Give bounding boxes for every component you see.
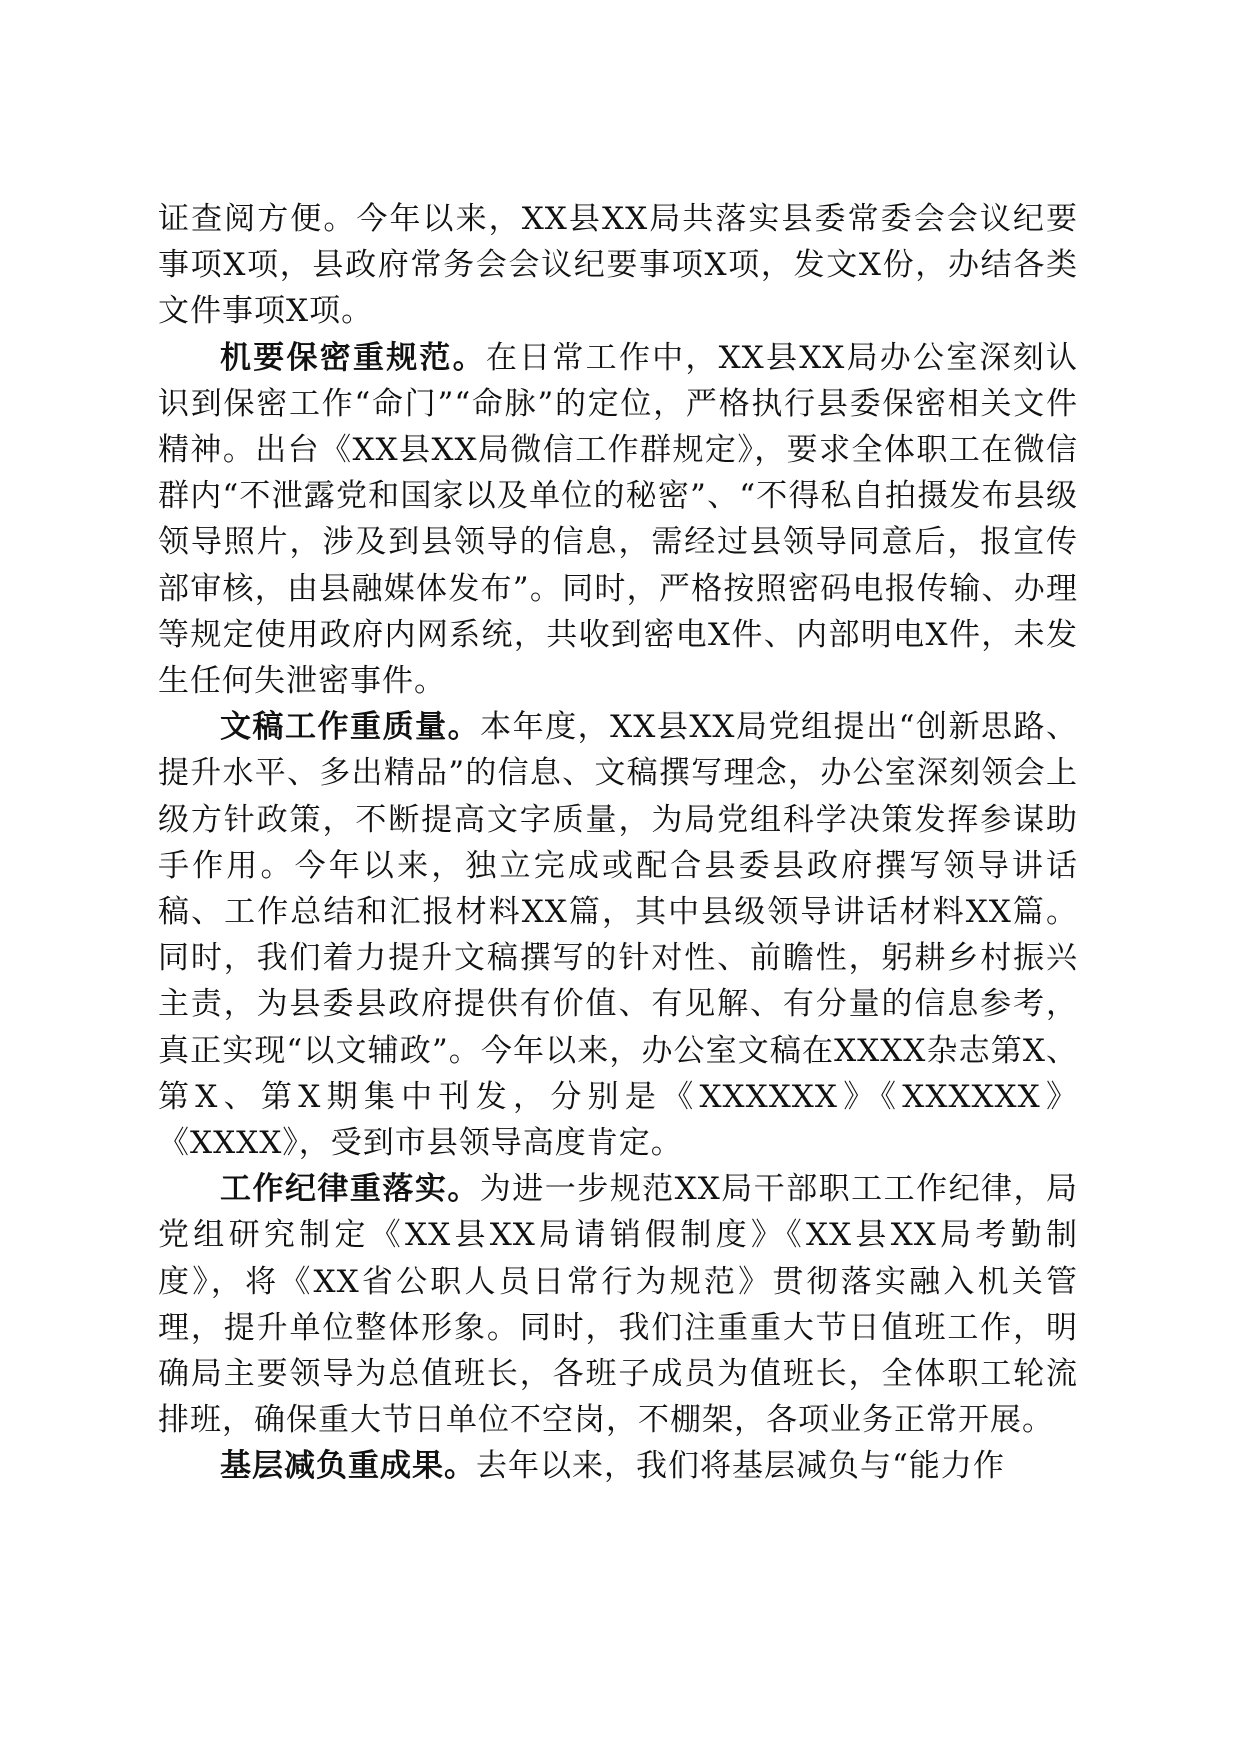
paragraph-heading: 机要保密重规范。 [220, 339, 486, 376]
paragraph-heading: 文稿工作重质量。 [220, 709, 481, 746]
paragraph-intro [158, 196, 1078, 335]
paragraph-heading: 基层减负重成果。 [220, 1448, 476, 1485]
paragraph-text: 为进一步规范XX局干部职工工作纪律，局党组研究制定《XX县XX局请销假制度》《XX县XX局考勤制度》，将《XX省公职人员日常行为规范》贯彻落实融入机关管理，提升单位整体形象。同时，我们注重重大节日值班工作，明确局主要领导为总值班长，各班子成员为值班长，全体职工轮流排班，确保重大节日单位不空岗，不棚架，各项业务正常开展。 [158, 1171, 1078, 1439]
paragraph-heading: 工作纪律重落实。 [220, 1171, 480, 1208]
paragraph-text: 去年以来，我们将基层减负与“能力作 [476, 1448, 1005, 1485]
paragraph-confidentiality [158, 335, 1078, 705]
document-page [158, 196, 1078, 1490]
paragraph-discipline [158, 1166, 1078, 1443]
paragraph-burden-reduction [158, 1443, 1078, 1489]
paragraph-drafting [158, 704, 1078, 1166]
paragraph-text: 在日常工作中，XX县XX局办公室深刻认识到保密工作“命门”“命脉”的定位，严格执行县委保密相关文件精神。出台《XX县XX局微信工作群规定》，要求全体职工在微信群内“不泄露党和国家以及单位的秘密”、“不得私自拍摄发布县级领导照片，涉及到县领导的信息，需经过县领导同意后，报宣传部审核，由县融媒体发布”。同时，严格按照密码电报传输、办理等规定使用政府内网系统，共收到密电X件、内部明电X件，未发生任何失泄密事件。 [158, 339, 1078, 700]
paragraph-text: 本年度，XX县XX局党组提出“创新思路、提升水平、多出精品”的信息、文稿撰写理念，办公室深刻领会上级方针政策，不断提高文字质量，为局党组科学决策发挥参谋助手作用。今年以来，独立完成或配合县委县政府撰写领导讲话稿、工作总结和汇报材料XX篇，其中县级领导讲话材料XX篇。同时，我们着力提升文稿撰写的针对性、前瞻性，躬耕乡村振兴主责，为县委县政府提供有价值、有见解、有分量的信息参考，真正实现“以文辅政”。今年以来，办公室文稿在XXXX杂志第X、第X、第X期集中刊发，分别是《XXXXXX》《XXXXXX》《XXXX》，受到市县领导高度肯定。 [158, 709, 1079, 1162]
paragraph-text: 证查阅方便。今年以来，XX县XX局共落实县委常委会会议纪要事项X项，县政府常务会会议纪要事项X项，发文X份，办结各类文件事项X项。 [158, 201, 1078, 330]
